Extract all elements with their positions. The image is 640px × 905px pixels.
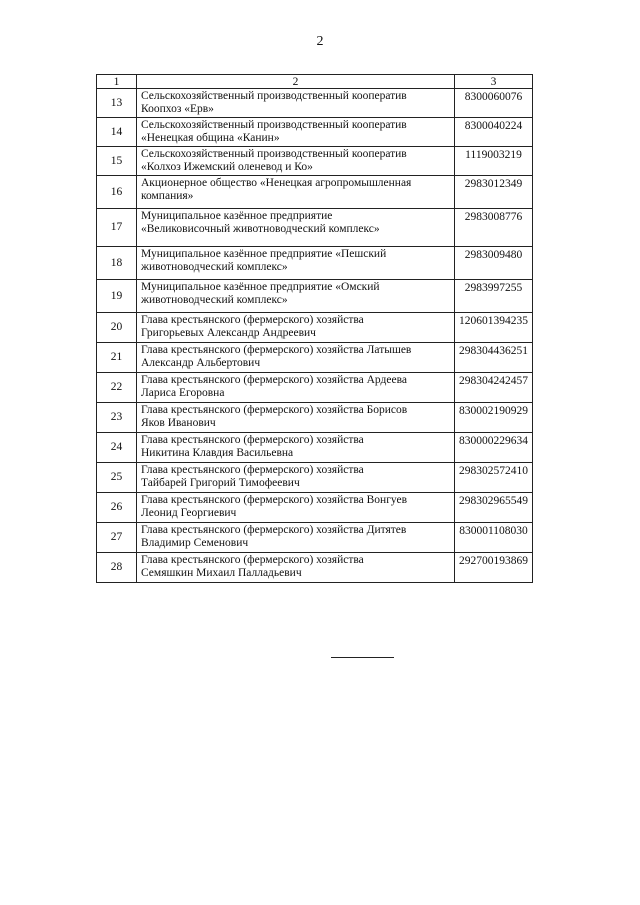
table-row	[97, 553, 533, 583]
organization-name-line: Глава крестьянского (фермерского) хозяйства Вонгуев	[141, 494, 408, 506]
row-number-cell: 20	[97, 313, 137, 343]
inn-cell: 2983008776	[455, 209, 533, 247]
row-number-cell: 22	[97, 373, 137, 403]
organization-name-line: Яков Иванович	[141, 417, 216, 429]
organization-name-line: Сельскохозяйственный производственный кооператив	[141, 90, 407, 102]
organization-name-line: Глава крестьянского (фермерского) хозяйства Борисов	[141, 404, 408, 416]
table-body	[97, 75, 533, 583]
table-row	[97, 433, 533, 463]
inn-cell: 2983012349	[455, 176, 533, 209]
organization-name-line: Муниципальное казённое предприятие	[141, 210, 333, 222]
table-row	[97, 209, 533, 247]
inn-cell: 298304436251	[455, 343, 533, 373]
inn-cell: 292700193869	[455, 553, 533, 583]
organization-name-cell	[137, 433, 455, 463]
inn-cell: 830001108030	[455, 523, 533, 553]
organization-name-line: Семяшкин Михаил Палладьевич	[141, 567, 302, 579]
end-of-document-rule	[331, 657, 394, 658]
organization-name-cell	[137, 118, 455, 147]
row-number-cell: 16	[97, 176, 137, 209]
organization-name-cell	[137, 523, 455, 553]
organization-name-line: Глава крестьянского (фермерского) хозяйства	[141, 434, 364, 446]
inn-cell: 830002190929	[455, 403, 533, 433]
table-row	[97, 176, 533, 209]
row-number-cell: 26	[97, 493, 137, 523]
organization-name-line: Муниципальное казённое предприятие «Омский	[141, 281, 380, 293]
inn-cell: 8300060076	[455, 89, 533, 118]
organization-name-line: животноводческий комплекс»	[141, 294, 288, 306]
row-number-cell: 13	[97, 89, 137, 118]
organization-name-cell	[137, 89, 455, 118]
table-row	[97, 247, 533, 280]
organization-name-cell	[137, 463, 455, 493]
table-header-row	[97, 75, 533, 89]
organization-name-cell	[137, 209, 455, 247]
page-number: 2	[316, 34, 324, 49]
organization-name-line: Глава крестьянского (фермерского) хозяйства	[141, 464, 364, 476]
organization-name-line: Григорьевых Александр Андреевич	[141, 327, 316, 339]
organization-name-line: «Колхоз Ижемский оленевод и Ко»	[141, 161, 313, 173]
organization-name-cell	[137, 280, 455, 313]
header-cell-inn: 3	[455, 75, 533, 89]
row-number-cell: 25	[97, 463, 137, 493]
inn-cell: 298302965549	[455, 493, 533, 523]
row-number-cell: 27	[97, 523, 137, 553]
organization-name-line: Тайбарей Григорий Тимофеевич	[141, 477, 300, 489]
organization-name-line: Глава крестьянского (фермерского) хозяйства Дитятев	[141, 524, 407, 536]
inn-cell: 120601394235	[455, 313, 533, 343]
organization-name-line: Глава крестьянского (фермерского) хозяйства Ардеева	[141, 374, 407, 386]
row-number-cell: 14	[97, 118, 137, 147]
organization-name-line: «Ненецкая община «Канин»	[141, 132, 280, 144]
header-cell-number: 1	[97, 75, 137, 89]
inn-cell: 2983997255	[455, 280, 533, 313]
organization-name-line: компания»	[141, 190, 194, 202]
inn-cell: 8300040224	[455, 118, 533, 147]
table-row	[97, 118, 533, 147]
organization-name-cell	[137, 343, 455, 373]
organization-name-line: Сельскохозяйственный производственный кооператив	[141, 148, 407, 160]
table-row	[97, 523, 533, 553]
row-number-cell: 28	[97, 553, 137, 583]
inn-cell: 298304242457	[455, 373, 533, 403]
row-number-cell: 18	[97, 247, 137, 280]
table-row	[97, 89, 533, 118]
registry-table	[96, 74, 533, 583]
inn-cell: 298302572410	[455, 463, 533, 493]
row-number-cell: 19	[97, 280, 137, 313]
organization-name-cell	[137, 493, 455, 523]
table-row	[97, 373, 533, 403]
organization-name-line: Коопхоз «Ерв»	[141, 103, 214, 115]
organization-name-line: животноводческий комплекс»	[141, 261, 288, 273]
organization-name-line: Глава крестьянского (фермерского) хозяйства Латышев	[141, 344, 412, 356]
row-number-cell: 21	[97, 343, 137, 373]
row-number-cell: 23	[97, 403, 137, 433]
inn-cell: 2983009480	[455, 247, 533, 280]
organization-name-line: Леонид Георгиевич	[141, 507, 237, 519]
organization-name-line: Акционерное общество «Ненецкая агропромышленная	[141, 177, 412, 189]
organization-name-line: Глава крестьянского (фермерского) хозяйства	[141, 554, 364, 566]
table-row	[97, 313, 533, 343]
table-row	[97, 493, 533, 523]
organization-name-cell	[137, 403, 455, 433]
table-row	[97, 463, 533, 493]
organization-name-line: Александр Альбертович	[141, 357, 261, 369]
organization-name-cell	[137, 313, 455, 343]
organization-name-cell	[137, 553, 455, 583]
header-cell-name: 2	[137, 75, 455, 89]
organization-name-cell	[137, 247, 455, 280]
organization-name-cell	[137, 176, 455, 209]
table-row	[97, 280, 533, 313]
organization-name-line: Муниципальное казённое предприятие «Пешский	[141, 248, 387, 260]
row-number-cell: 24	[97, 433, 137, 463]
organization-name-cell	[137, 147, 455, 176]
table-row	[97, 403, 533, 433]
table-row	[97, 147, 533, 176]
row-number-cell: 15	[97, 147, 137, 176]
row-number-cell: 17	[97, 209, 137, 247]
organization-name-line: Сельскохозяйственный производственный кооператив	[141, 119, 407, 131]
organization-name-line: Глава крестьянского (фермерского) хозяйства	[141, 314, 364, 326]
organization-name-line: «Великовисочный животноводческий комплекс»	[141, 223, 380, 235]
inn-cell: 830000229634	[455, 433, 533, 463]
table-row	[97, 343, 533, 373]
inn-cell: 1119003219	[455, 147, 533, 176]
organization-name-line: Лариса Егоровна	[141, 387, 225, 399]
organization-name-line: Владимир Семенович	[141, 537, 249, 549]
organization-name-cell	[137, 373, 455, 403]
organization-name-line: Никитина Клавдия Васильевна	[141, 447, 294, 459]
